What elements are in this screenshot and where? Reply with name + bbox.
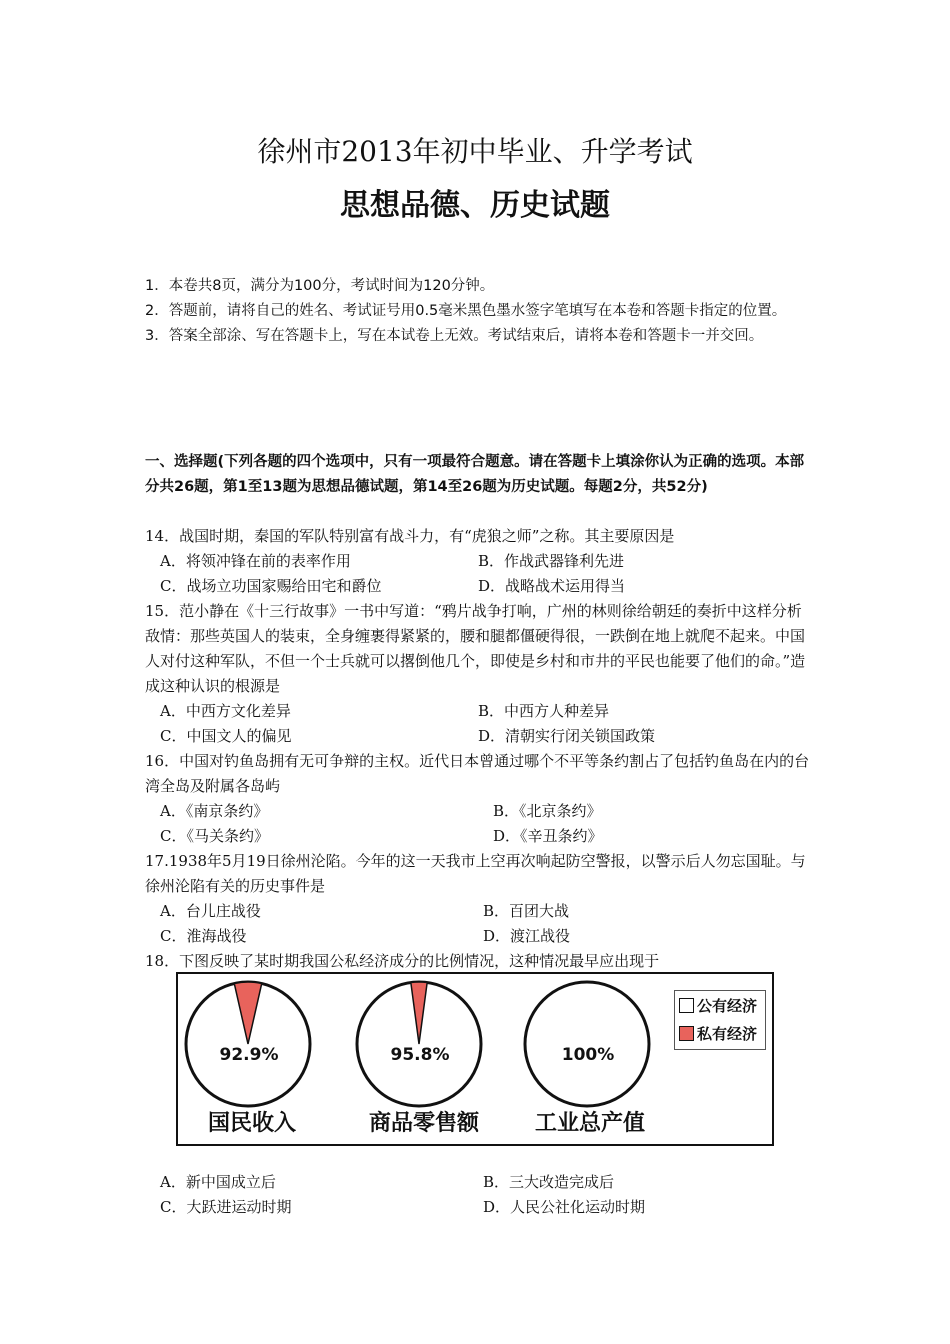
- notice-item: 3．答案全部涂、写在答题卡上，写在本试卷上无效。考试结束后，请将本卷和答题卡一并交回。: [145, 328, 764, 344]
- option: A．新中国成立后: [160, 1173, 276, 1191]
- legend-item: [675, 1019, 765, 1047]
- option-row: [145, 799, 810, 824]
- option: D．战略战术运用得当: [478, 577, 626, 595]
- legend-swatch: [679, 1026, 694, 1041]
- option: A．《南京条约》: [160, 802, 269, 820]
- option: B．百团大战: [483, 902, 570, 920]
- notice-block: [145, 274, 810, 349]
- question-stem: 17.1938年5月19日徐州沦陷。今年的这一天我市上空再次响起防空警报，以警示后人勿忘国耻。与徐州沦陷有关的历史事件是: [145, 852, 806, 895]
- option-row: [145, 724, 810, 749]
- option: A．中西方文化差异: [160, 702, 291, 720]
- option-row: [145, 1170, 810, 1195]
- option-row: [145, 549, 810, 574]
- option: D．《辛丑条约》: [493, 827, 603, 845]
- legend-label: 私有经济: [697, 1024, 758, 1043]
- option: C．《马关条约》: [160, 827, 269, 845]
- option: D．渡江战役: [483, 927, 571, 945]
- option: B．三大改造完成后: [483, 1173, 615, 1191]
- option-row: [145, 924, 810, 949]
- question-stem: 16．中国对钓鱼岛拥有无可争辩的主权。近代日本曾通过哪个不平等条约割占了包括钓鱼岛在内的台湾全岛及附属各岛屿: [145, 752, 810, 795]
- option-row: [145, 574, 810, 599]
- option: B．中西方人种差异: [478, 702, 610, 720]
- option: C．大跃进运动时期: [160, 1198, 292, 1216]
- legend-item: [675, 991, 765, 1019]
- question-stem: 14．战国时期，秦国的军队特别富有战斗力，有“虎狼之师”之称。其主要原因是: [145, 527, 675, 545]
- pie-slice-public: [525, 982, 649, 1106]
- chart-legend: [674, 990, 766, 1050]
- pie-value-label: 100%: [561, 1045, 615, 1065]
- question-18-options: [145, 1170, 810, 1220]
- notice-item: 1．本卷共8页，满分为100分，考试时间为120分钟。: [145, 278, 495, 294]
- section-heading: 一、选择题(下列各题的四个选项中，只有一项最符合题意。请在答题卡上填涂你认为正确的选项。本部分共26题，第1至13题为思想品德试题，第14至26题为历史试题。每题2分，共52分): [145, 454, 805, 495]
- pie-chart-figure: [176, 972, 774, 1146]
- pie-value-label: 95.8%: [390, 1045, 450, 1065]
- legend-swatch: [679, 998, 694, 1013]
- exam-title: 徐州市2013年初中毕业、升学考试: [257, 135, 693, 168]
- option: C．战场立功国家赐给田宅和爵位: [160, 577, 382, 595]
- option-row: [145, 899, 810, 924]
- option-row: [145, 1195, 810, 1220]
- option: C．淮海战役: [160, 927, 247, 945]
- pie-title: 工业总产值: [534, 1111, 645, 1136]
- option: D．清朝实行闭关锁国政策: [478, 727, 656, 745]
- option-row: [145, 699, 810, 724]
- question-stem: 18．下图反映了某时期我国公私经济成分的比例情况，这种情况最早应出现于: [145, 952, 660, 970]
- question-stem: 15．范小静在《十三行故事》一书中写道：“鸦片战争打响，广州的林则徐给朝廷的奏折中这样分析敌情：那些英国人的装束，全身缠裹得紧紧的，腰和腿都僵硬得很，一跌倒在地上就爬不起来。中国人对付这种军队，不但一个士兵就可以撂倒他几个，即使是乡村和市井的平民也能要了他们的命。”造成这种认识的根源是: [145, 602, 806, 695]
- question-list: [145, 524, 810, 974]
- option-row: [145, 824, 810, 849]
- pie-title: 商品零售额: [368, 1111, 479, 1136]
- notice-item: 2．答题前，请将自己的姓名、考试证号用0.5毫米黑色墨水签字笔填写在本卷和答题卡指定的位置。: [145, 303, 787, 319]
- pie-title: 国民收入: [207, 1111, 296, 1136]
- pie-value-label: 92.9%: [219, 1045, 279, 1065]
- option: C．中国文人的偏见: [160, 727, 292, 745]
- exam-subtitle: 思想品德、历史试题: [340, 188, 610, 223]
- option: D．人民公社化运动时期: [483, 1198, 646, 1216]
- option: A．将领冲锋在前的表率作用: [160, 552, 351, 570]
- option: B．作战武器锋利先进: [478, 552, 625, 570]
- option: B．《北京条约》: [493, 802, 602, 820]
- option: A．台儿庄战役: [160, 902, 261, 920]
- legend-label: 公有经济: [697, 996, 758, 1015]
